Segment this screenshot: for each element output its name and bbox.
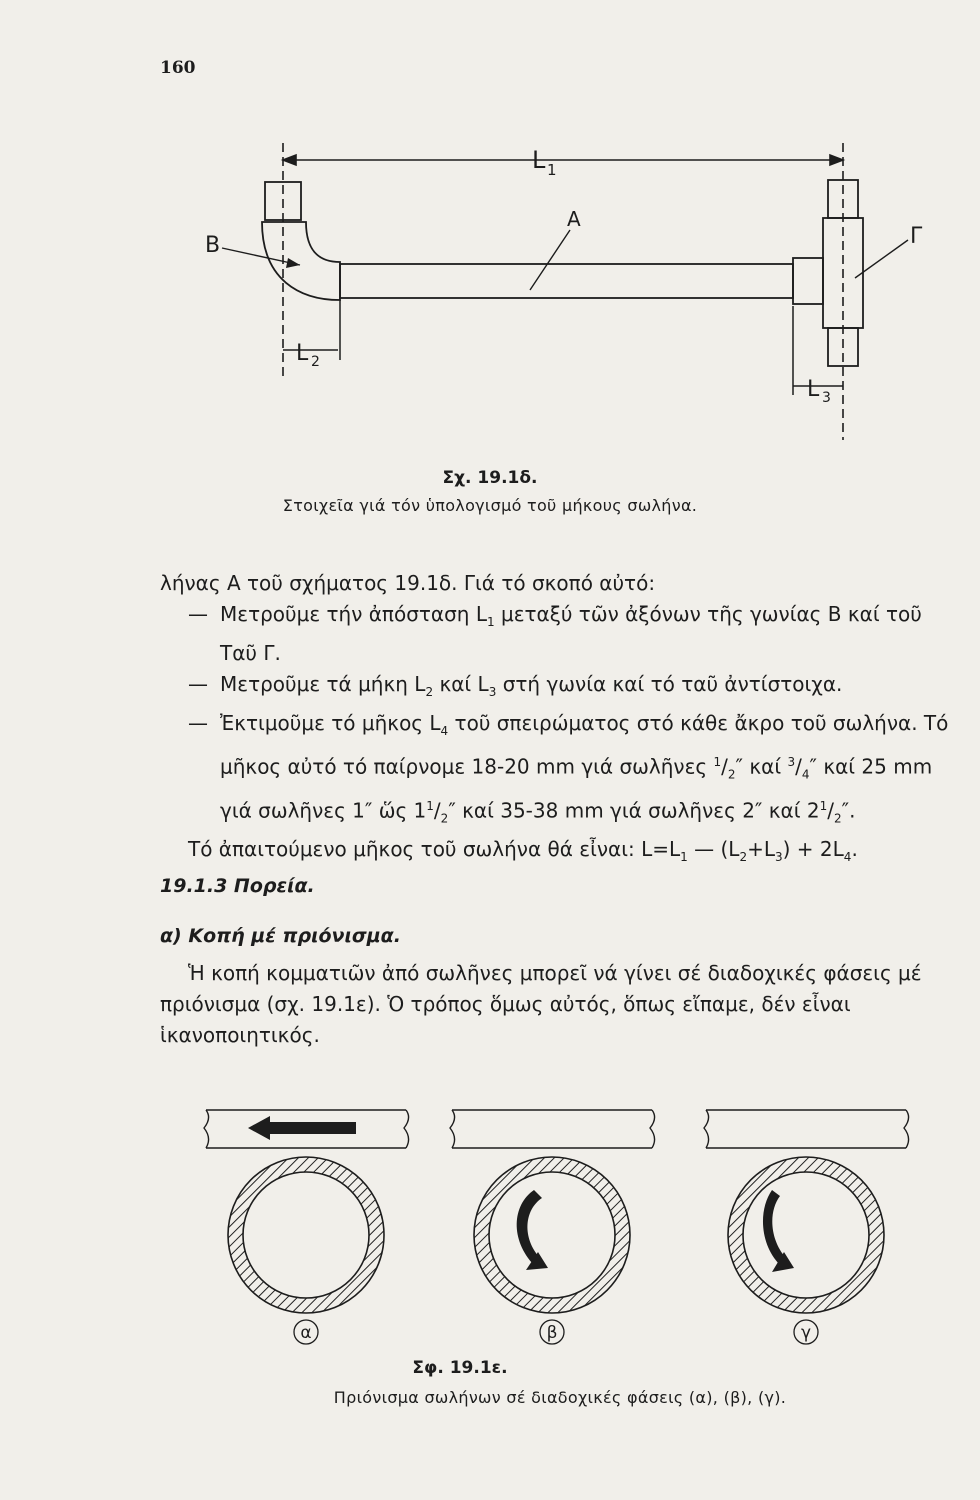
- phase-b: [450, 1110, 655, 1313]
- paragraph: Ἡ κοπή κομματιῶν ἀπό σωλῆνες μπορεῖ νά γίνει σέ διαδοχικές φάσεις μέ πριόνισμα (σχ. 19.1ε). Ὁ τρόπος ὅμως αὐτός, ὅπως εἴπαμε, δέν εἶναι ἱκανοποιητικός.: [160, 961, 922, 1047]
- figure2-caption-text: Πριόνισμα σωλήνων σέ διαδοχικές φάσεις (α), (β), (γ).: [333, 1388, 787, 1407]
- figure2-caption-number: Σφ. 19.1ε.: [412, 1358, 508, 1378]
- phase-label-b: [540, 1320, 564, 1344]
- formula-line: Τό ἀπαιτούμενο μῆκος τοῦ σωλήνα θά εἶναι: $L=L_1$ — $(L_2+L_3) + 2L_4$.: [188, 837, 858, 865]
- svg-text:3: 3: [822, 390, 831, 406]
- phase-a: [204, 1110, 409, 1313]
- label-a: A: [567, 207, 581, 231]
- label-l2: L: [296, 341, 309, 366]
- label-l1: L: [532, 146, 546, 174]
- list-item: — Μετροῦμε τά μήκη $L_2$ καί $L_3$ στή γωνία καί τό ταῦ ἀντίστοιχα.: [188, 672, 843, 699]
- list-item: — Μετροῦμε τήν ἀπόσταση $L_1$ μεταξύ τῶν ἀξόνων τῆς γωνίας Β καί τοῦ Ταῦ Γ.: [188, 602, 922, 665]
- tee-fitting: [793, 180, 863, 366]
- section-heading: 19.1.3 Πορεία.: [160, 875, 315, 897]
- page-number: 160: [160, 58, 196, 78]
- dimension-l2: [283, 300, 340, 360]
- svg-text:α: α: [300, 1323, 312, 1343]
- body-text: [160, 568, 960, 873]
- list-item: — Ἐκτιμοῦμε τό μῆκος $L_4$ τοῦ σπειρώματος στό κάθε ἄκρο τοῦ σωλήνα. Τό μῆκος αὐτό τό παίρνομε 18-20 mm γιά σωλῆνες $^1/_2''$ καί $^3/_4''$ καί 25 mm γιά σωλῆνες 1″ ὥς $1^1/_2''$ καί 35-38 mm γιά σωλῆνες 2″ καί $2^1/_2''$.: [188, 711, 949, 826]
- figure1-caption-text: Στοιχεῖα γιά τόν ὑπολογισμό τοῦ μήκους σωλήνα.: [282, 496, 698, 515]
- phase-c: [704, 1110, 909, 1313]
- phase-label-c: [794, 1320, 818, 1344]
- phase-label-a: [294, 1320, 318, 1344]
- intro-line: λήνας Α τοῦ σχήματος 19.1δ. Γιά τό σκοπό αὐτό:: [160, 571, 656, 595]
- dimension-l1: [283, 143, 843, 440]
- elbow-fitting: [262, 182, 340, 300]
- figure1-caption-number: Σχ. 19.1δ.: [442, 468, 538, 488]
- svg-text:γ: γ: [800, 1323, 812, 1343]
- label-b: B: [205, 233, 221, 258]
- label-gamma: Γ: [910, 224, 923, 249]
- pipe-a: [340, 264, 793, 298]
- pipe-measurement-figure: [0, 0, 980, 470]
- svg-text:β: β: [546, 1323, 558, 1343]
- label-l3: L: [807, 377, 820, 402]
- sawing-phases-figure: [0, 1100, 980, 1400]
- svg-text:1: 1: [547, 161, 557, 179]
- svg-text:2: 2: [311, 354, 320, 370]
- subsection-heading: α) Κοπή μέ πριόνισμα.: [160, 925, 401, 947]
